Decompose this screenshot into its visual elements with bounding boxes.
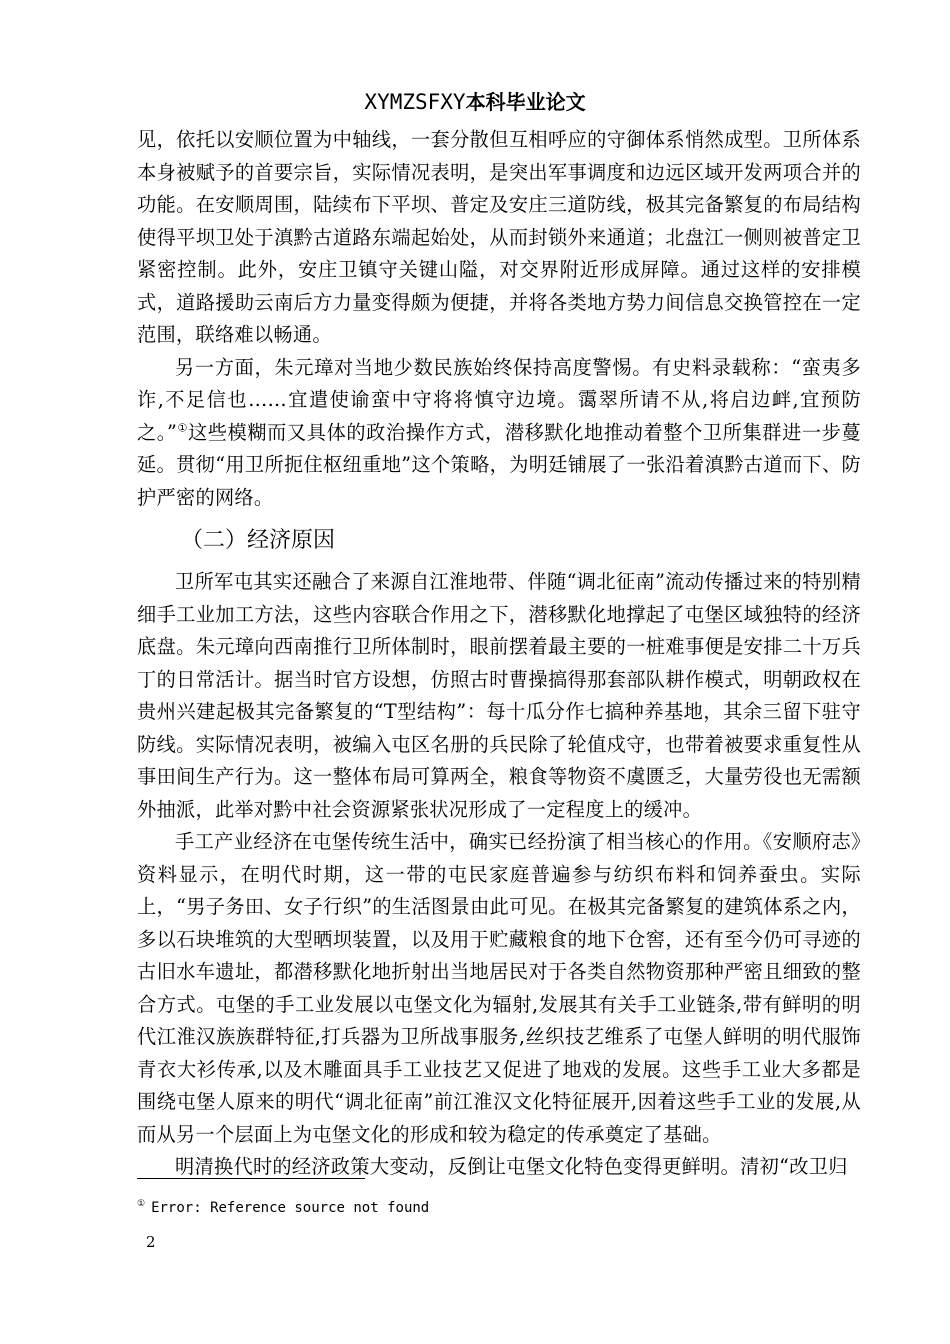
paragraph-2-text-a: 另一方面，朱元璋对当地少数民族始终保持高度警惕。有史料录载称：“蛮夷多诈,不足信也……宜遣使谕蛮中守将将慎守边境。霭翠所请不从,将启边衅,宜预防之。” [137,355,861,444]
footnote-number: ① [137,1199,146,1210]
header-thesis-title: 本科毕业论文 [465,90,586,114]
header-school-code: XYMZSFXY [364,90,466,114]
body-text [137,124,861,1184]
paragraph-5: 明清换代时的经济政策大变动，反倒让屯堡文化特色变得更鲜明。清初“改卫归 [175,1155,848,1178]
footnote-text: Error: Reference source not found [151,1200,430,1216]
page-header [0,88,950,116]
paragraph-2-text-b: 这些模糊而又具体的政治操作方式，潜移默化地推动着整个卫所集群进一步蔓延。贯彻“用卫所扼住枢纽重地”这个策略，为明廷铺展了一张沿着滇黔古道而下、防护严密的网络。 [137,420,862,509]
paragraph-1: 见，依托以安顺位置为中轴线，一套分散但互相呼应的守御体系悄然成型。卫所体系本身被赋予的首要宗旨，实际情况表明，是突出军事调度和边远区域开发两项合并的功能。在安顺周围，陆续布下平坝、普定及安庄三道防线，极其完备繁复的布局结构使得平坝卫处于滇黔古道路东端起始处，从而封锁外来通道；北盘江一侧则被普定卫紧密控制。此外，安庄卫镇守关键山隘，对交界附近形成屏障。通过这样的安排模式，道路援助云南后方力量变得颇为便捷，并将各类地方势力间信息交换管控在一定范围，联络难以畅通。 [137,128,861,346]
footnote-separator [137,1178,365,1179]
section-heading: （二）经济原因 [181,528,336,553]
paragraph-3: 卫所军屯其实还融合了来源自江淮地带、伴随“调北征南”流动传播过来的特别精细手工业加工方法，这些内容联合作用之下，潜移默化地撑起了屯堡区域独特的经济底盘。朱元璋向西南推行卫所体制时，眼前摆着最主要的一桩难事便是安排二十万兵丁的日常活计。据当时官方设想，仿照古时曹操搞得那套部队耕作模式，明朝政权在贵州兴建起极其完备繁复的“T型结构”：每十瓜分作七搞种养基地，其余三留下驻守防线。实际情况表明，被编入屯区名册的兵民除了轮值戍守，也带着被要求重复性从事田间生产行为。这一整体布局可算两全，粮食等物资不虞匮乏，大量劳役也无需额外抽派，此举对黔中社会资源紧张状况形成了一定程度上的缓冲。 [137,570,861,821]
footnote [137,1198,429,1218]
paragraph-2 [137,352,861,515]
page-number: 2 [146,1233,156,1251]
paragraph-4: 手工产业经济在屯堡传统生活中，确实已经扮演了相当核心的作用。《安顺府志》资料显示，在明代时期，这一带的屯民家庭普遍参与纺织布料和饲养蚕虫。实际上，“男子务田、女子行织”的生活图景由此可见。在极其完备繁复的建筑体系之内，多以石块堆筑的大型晒坝装置，以及用于贮藏粮食的地下仓窖，还有至今仍可寻迹的古旧水车遗址，都潜移默化地折射出当地居民对于各类自然物资那种严密且细致的整合方式。屯堡的手工业发展以屯堡文化为辐射,发展其有关手工业链条,带有鲜明的明代江淮汉族族群特征,打兵器为卫所战事服务,丝织技艺维系了屯堡人鲜明的明代服饰青衣大衫传承,以及木雕面具手工业技艺又促进了地戏的发展。这些手工业大多都是围绕屯堡人原来的明代“调北征南”前江淮汉文化特征展开,因着这些手工业的发展,从而从另一个层面上为屯堡文化的形成和较为稳定的传承奠定了基础。 [137,830,861,1146]
footnote-reference-marker[interactable]: ① [177,421,188,435]
